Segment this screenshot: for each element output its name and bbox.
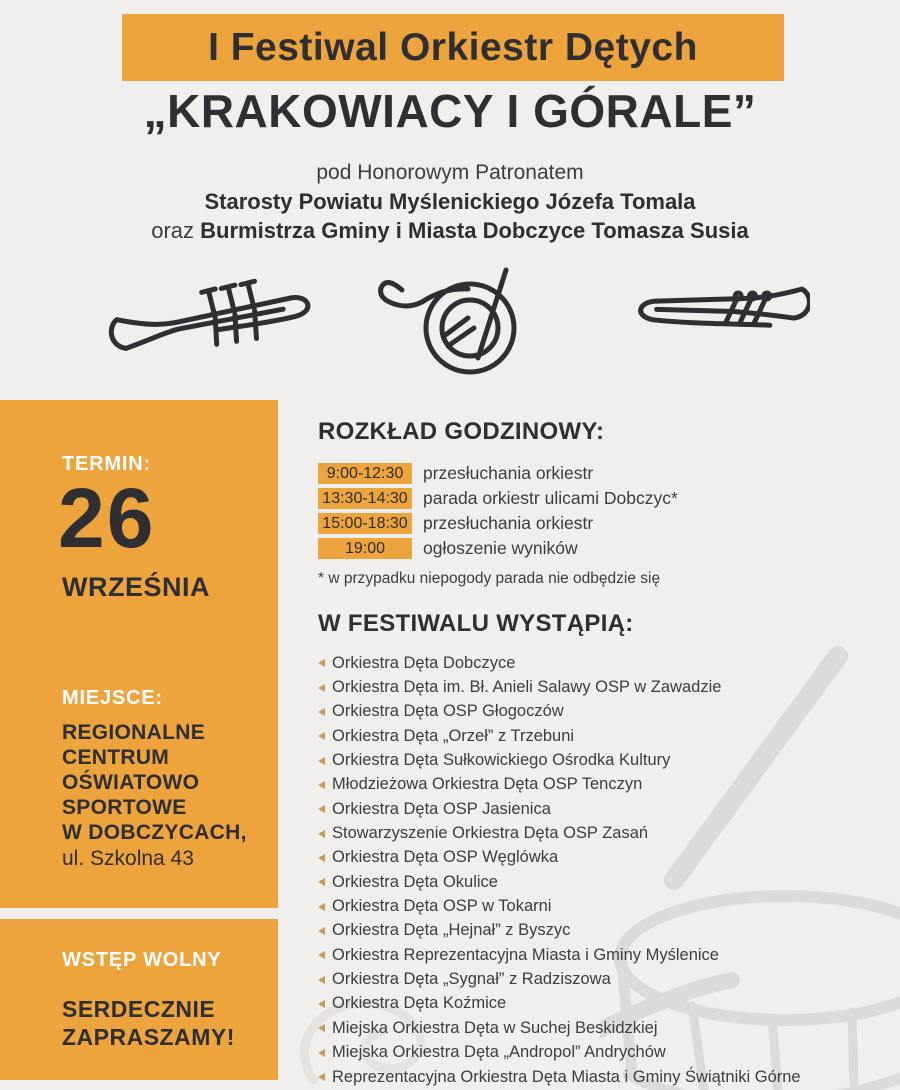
lineup-item: Orkiestra Dęta im. Bł. Anieli Salawy OSP w Zawadzie	[318, 675, 888, 699]
schedule-footnote: * w przypadku niepogody parada nie odbędzie się	[318, 570, 661, 587]
lineup-item: Orkiestra Dęta Koźmice	[318, 992, 888, 1016]
lineup-item: Orkiestra Dęta OSP Głogoczów	[318, 700, 888, 724]
lineup-item: Miejska Orkiestra Dęta „Andropol” Andrychów	[318, 1041, 888, 1065]
lineup-item: Orkiestra Dęta „Sygnał” z Radziszowa	[318, 967, 888, 991]
schedule-desc: przesłuchania orkiestr	[423, 463, 594, 483]
lineup-list	[318, 651, 888, 1089]
date-venue-panel	[0, 400, 278, 908]
patron-starosta: Starosty Powiatu Myślenickiego Józefa Tomala	[204, 189, 696, 214]
schedule-desc: przesłuchania orkiestr	[423, 513, 594, 533]
bullet-triangle-icon	[318, 951, 325, 959]
lineup-item: Stowarzyszenie Orkiestra Dęta OSP Zasań	[318, 821, 888, 845]
bullet-triangle-icon	[318, 659, 325, 667]
schedule-time-badge: 15:00-18:30	[318, 513, 412, 534]
lineup-item: Orkiestra Dęta „Hejnał” z Byszyc	[318, 919, 888, 943]
schedule-row	[318, 536, 788, 561]
free-entry-panel	[0, 919, 278, 1080]
bullet-triangle-icon	[318, 805, 325, 813]
schedule-section	[318, 418, 788, 588]
bullet-triangle-icon	[318, 976, 325, 984]
lineup-heading: W FESTIWALU WYSTĄPIĄ:	[318, 610, 634, 637]
lineup-item: Orkiestra Dęta OSP w Tokarni	[318, 894, 888, 918]
schedule-row	[318, 486, 788, 511]
trumpet-left-icon	[98, 260, 333, 382]
schedule-rows	[318, 461, 788, 561]
french-horn-icon	[372, 256, 542, 386]
free-entry-label: WSTĘP WOLNY	[62, 949, 222, 971]
lineup-item: Młodzieżowa Orkiestra Dęta OSP Tenczyn	[318, 773, 888, 797]
miejsce-label: MIEJSCE:	[62, 687, 163, 709]
lineup-item: Orkiestra Dęta OSP Jasienica	[318, 797, 888, 821]
schedule-row	[318, 461, 788, 486]
bullet-triangle-icon	[318, 781, 325, 789]
bullet-triangle-icon	[318, 708, 325, 716]
lineup-item: Orkiestra Dęta Sułkowickiego Ośrodka Kultury	[318, 748, 888, 772]
festival-day: 26	[58, 471, 156, 565]
lineup-item: Orkiestra Dęta „Orzeł” z Trzebuni	[318, 724, 888, 748]
patronage-block	[0, 158, 900, 245]
schedule-desc: parada orkiestr ulicami Dobczyc*	[423, 488, 678, 508]
lineup-item: Orkiestra Reprezentacyjna Miasta i Gminy Myślenice	[318, 943, 888, 967]
bullet-triangle-icon	[318, 1049, 325, 1057]
patronage-intro: pod Honorowym Patronatem	[316, 161, 584, 184]
bullet-triangle-icon	[318, 830, 325, 838]
bullet-triangle-icon	[318, 1073, 325, 1081]
festival-month: WRZEŚNIA	[62, 572, 210, 602]
lineup-item: Reprezentacyjna Orkiestra Dęta Miasta i Gminy Świątniki Górne	[318, 1065, 888, 1089]
venue-name: REGIONALNE CENTRUM OŚWIATOWO SPORTOWE W DOBCZYCACH,	[62, 721, 247, 844]
festival-title: I Festiwal Orkiestr Dętych	[208, 25, 698, 69]
title-banner	[122, 14, 784, 81]
termin-label: TERMIN:	[62, 453, 151, 475]
schedule-row	[318, 511, 788, 536]
bullet-triangle-icon	[318, 757, 325, 765]
schedule-time-badge: 9:00-12:30	[318, 463, 412, 484]
patron-burmistrz: oraz Burmistrza Gminy i Miasta Dobczyce Tomasza Susia	[151, 218, 749, 243]
schedule-time-badge: 13:30-14:30	[318, 488, 412, 509]
bullet-triangle-icon	[318, 878, 325, 886]
bullet-triangle-icon	[318, 927, 325, 935]
lineup-item: Orkiestra Dęta Dobczyce	[318, 651, 888, 675]
schedule-heading: ROZKŁAD GODZINOWY:	[318, 418, 605, 445]
bullet-triangle-icon	[318, 684, 325, 692]
bullet-triangle-icon	[318, 732, 325, 740]
lineup-item: Orkiestra Dęta OSP Węglówka	[318, 846, 888, 870]
invitation-text: SERDECZNIE ZAPRASZAMY!	[62, 996, 235, 1050]
lineup-item: Miejska Orkiestra Dęta w Suchej Beskidzkiej	[318, 1016, 888, 1040]
schedule-desc: ogłoszenie wyników	[423, 538, 578, 558]
lineup-item: Orkiestra Dęta Okulice	[318, 870, 888, 894]
bullet-triangle-icon	[318, 903, 325, 911]
schedule-time-badge: 19:00	[318, 538, 412, 559]
trumpet-right-icon	[625, 258, 810, 370]
bullet-triangle-icon	[318, 854, 325, 862]
venue-address: ul. Szkolna 43	[62, 847, 194, 870]
festival-subtitle: „KRAKOWIACY I GÓRALE”	[143, 85, 757, 137]
bullet-triangle-icon	[318, 1024, 325, 1032]
lineup-section	[318, 610, 888, 1089]
bullet-triangle-icon	[318, 1000, 325, 1008]
